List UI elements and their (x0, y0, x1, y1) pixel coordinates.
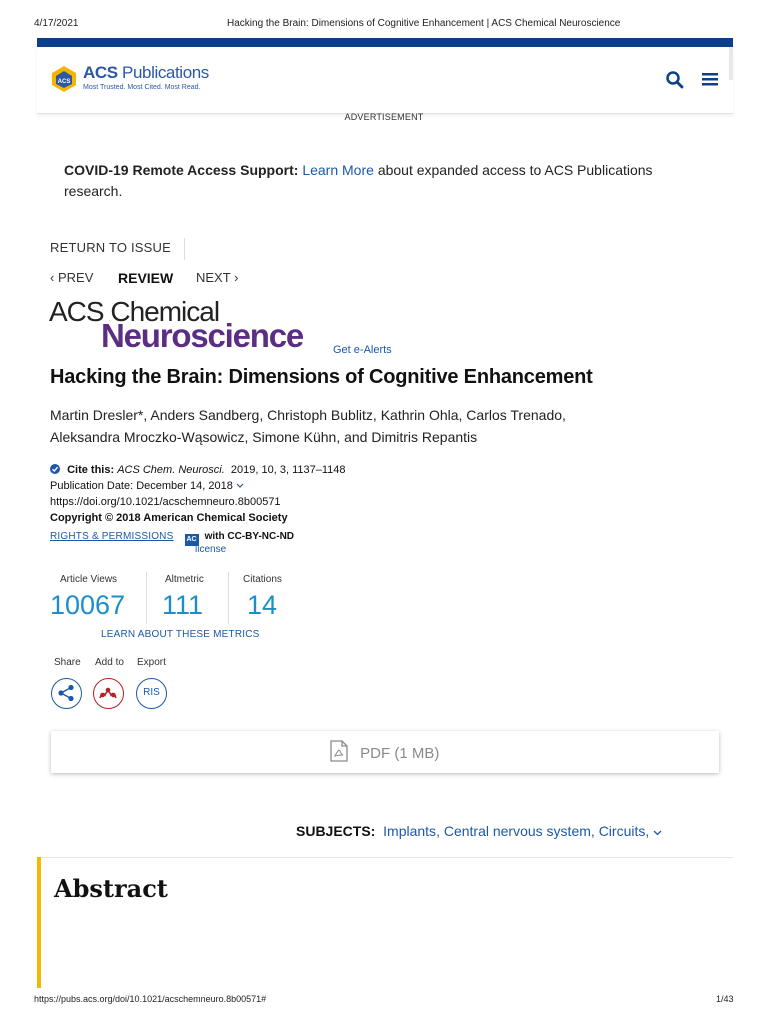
search-icon (665, 69, 685, 89)
doi-link[interactable]: https://doi.org/10.1021/acschemneuro.8b00571 (50, 496, 281, 508)
metric-divider (228, 572, 229, 624)
prev-article-link[interactable]: ‹ PREV (50, 270, 94, 285)
print-footer-url: https://pubs.acs.org/doi/10.1021/acschemneuro.8b00571# (34, 994, 267, 1004)
share-label: Share (54, 657, 81, 668)
covid-text: about expanded access to ACS Publications research. (64, 162, 653, 199)
share-button[interactable] (51, 678, 82, 709)
covid-label: COVID-19 Remote Access Support: (64, 162, 299, 178)
abstract-accent-bar (37, 857, 41, 988)
search-button[interactable] (665, 69, 685, 89)
acs-logo[interactable] (50, 63, 220, 99)
subjects-label: SUBJECTS: (296, 823, 376, 839)
authors-line[interactable]: Martin Dresler*, Anders Sandberg, Christoph Bublitz, Kathrin Ohla, Carlos Trenado, (50, 407, 566, 423)
mendeley-icon (94, 679, 122, 707)
pdf-file-icon (330, 740, 348, 762)
chevron-left-icon: ‹ (50, 270, 55, 285)
nav-divider (184, 238, 185, 260)
learn-metrics-link[interactable]: LEARN ABOUT THESE METRICS (101, 629, 260, 640)
svg-text:ACS: ACS (57, 79, 71, 85)
top-brand-bar (37, 38, 733, 47)
author-list (50, 404, 670, 448)
chevron-down-icon (236, 483, 244, 489)
altmetric-value[interactable]: 111 (162, 590, 204, 620)
citations-value[interactable]: 14 (247, 590, 278, 620)
export-ris-button[interactable]: RIS (136, 678, 167, 709)
copyright-text: Copyright © 2018 American Chemical Society (50, 512, 288, 524)
subject-link[interactable]: Implants (383, 823, 437, 839)
license-prefix: with CC-BY-NC-ND (204, 531, 295, 542)
license-link[interactable]: license (195, 544, 227, 555)
brand-name: ACS Publications (83, 63, 209, 82)
print-page-number: 1/43 (716, 994, 734, 1004)
abstract-heading: Abstract (54, 874, 168, 903)
altmetric-label: Altmetric (165, 574, 204, 585)
rights-permissions-link[interactable]: RIGHTS & PERMISSIONS (50, 531, 174, 542)
citation-details: 2019, 10, 3, 1137–1148 (230, 464, 346, 476)
pdf-download-button[interactable] (51, 731, 719, 773)
article-views-label: Article Views (60, 574, 118, 585)
journal-name-bottom[interactable]: Neuroscience (101, 317, 304, 354)
add-to-label: Add to (95, 657, 124, 668)
publication-date[interactable]: Publication Date: December 14, 2018 (50, 478, 470, 494)
export-label: Export (137, 657, 166, 668)
citation-block (50, 462, 470, 555)
section-divider (37, 857, 733, 858)
check-badge-icon (50, 464, 60, 474)
covid-learn-more-link[interactable]: Learn More (302, 162, 374, 178)
citations-label: Citations (243, 574, 282, 585)
open-access-badge-icon: AC (185, 534, 199, 546)
journal-abbrev: ACS Chem. Neurosci. (117, 464, 225, 476)
cite-this-label[interactable]: Cite this: (67, 464, 115, 476)
article-title: Hacking the Brain: Dimensions of Cognitive Enhancement (50, 366, 593, 388)
brand-tagline: Most Trusted. Most Cited. Most Read. (83, 84, 201, 91)
chevron-down-icon[interactable] (653, 830, 662, 836)
print-page-title: Hacking the Brain: Dimensions of Cognitive Enhancement | ACS Chemical Neuroscience (227, 18, 621, 29)
add-to-mendeley-button[interactable] (93, 678, 124, 709)
advertisement-label: ADVERTISEMENT (344, 112, 424, 122)
article-views-value: 10067 (50, 590, 126, 620)
pdf-label: PDF (1 MB) (360, 745, 440, 762)
next-article-link[interactable]: NEXT › (196, 270, 239, 285)
subject-link[interactable]: Central nervous system (443, 823, 591, 839)
article-type-label: REVIEW (118, 270, 174, 286)
metric-divider (146, 572, 147, 624)
acs-hexagon-icon (50, 65, 78, 93)
return-to-issue-link[interactable]: RETURN TO ISSUE (50, 240, 171, 255)
subjects-row: SUBJECTS: Implants, Central nervous system, Circuits, (296, 823, 662, 839)
share-icon (52, 679, 80, 707)
authors-line[interactable]: Aleksandra Mroczko-Wąsowicz, Simone Kühn, and Dimitris Repantis (50, 429, 478, 445)
hamburger-menu-icon (700, 69, 720, 89)
chevron-right-icon: › (234, 270, 239, 285)
covid-access-banner (64, 160, 714, 202)
print-date: 4/17/2021 (34, 18, 79, 29)
journal-name-top[interactable]: ACS Chemical (49, 296, 220, 327)
menu-button[interactable] (700, 69, 720, 89)
subject-link[interactable]: Circuits (598, 823, 646, 839)
get-e-alerts-link[interactable]: Get e-Alerts (333, 344, 392, 356)
